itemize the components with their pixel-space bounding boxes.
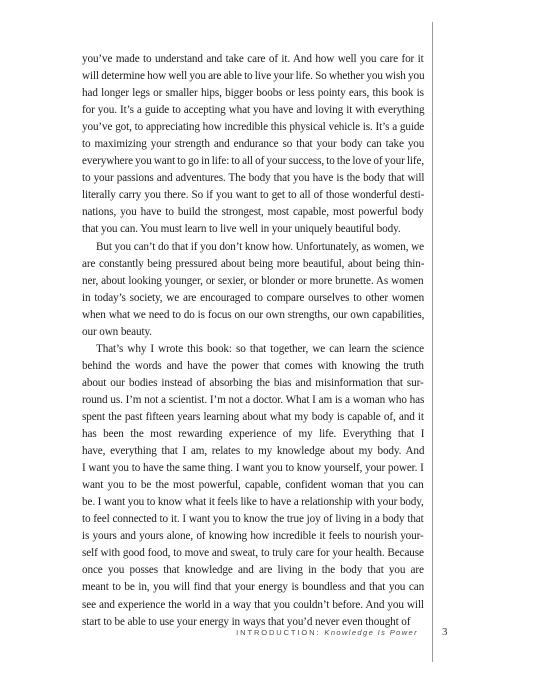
text-line: that you can. You must learn to live well in your uniquely beautiful body.: [82, 223, 401, 236]
text-line: literally carry you there. So if you want to get to all of those wonderful desti-: [82, 189, 425, 202]
text-line: is yours and yours alone, of knowing how incredible it feels to nourish your-: [82, 530, 424, 543]
text-line: meant to be in, you will find that your energy is boundless and that you can: [82, 581, 425, 594]
text-line: are constantly being pressured about being more beautiful, about being thin-: [82, 257, 425, 270]
text-line: But you can’t do that if you don’t know how. Unfortunately, as women, we: [96, 240, 424, 253]
text-line: has been the most rewarding experience of my life. Everything that I: [82, 428, 425, 441]
text-line: I want you to have the same thing. I want you to know yourself, your power. I: [82, 462, 424, 475]
text-line: had longer legs or smaller hips, bigger boobs or less pointy ears, this book is: [82, 87, 424, 100]
paragraph-2: [82, 239, 424, 341]
text-line: self with good food, to move and sweat, to truly care for your health. Because: [82, 547, 424, 560]
text-line: will determine how well you are able to live your life. So whether you wish you: [82, 70, 425, 83]
text-line: once you posses that knowledge and are living in the body that you are: [82, 564, 424, 577]
paragraph-1: [82, 51, 424, 239]
paragraph-3: [82, 341, 424, 631]
text-line: to maximizing your strength and endurance so that your body can take you: [82, 138, 425, 151]
text-line: our own beauty.: [82, 325, 152, 338]
running-footer: [0, 626, 550, 642]
footer-separator: :: [316, 628, 325, 637]
text-line: about our bodies instead of absorbing the bias and misinformation that sur-: [82, 376, 424, 389]
text-line: to your passions and adventures. The body that you have is the body that will: [82, 172, 425, 185]
text-line: you’ve got, to appreciating how incredible this physical vehicle is. It’s a guide: [82, 121, 425, 134]
page-margin-rule: [432, 22, 433, 662]
text-line: start to be able to use your energy in ways that you’d never even thought of: [82, 615, 411, 628]
text-line: ner, about looking younger, or sexier, or blonder or more brunette. As women: [82, 274, 424, 287]
text-line: when what we need to do is focus on our own strengths, our own capabilities,: [82, 308, 425, 321]
text-line: see and experience the world in a way that you couldn’t before. And you will: [82, 598, 424, 611]
section-title: Knowledge Is Power: [324, 628, 418, 637]
text-line: behind the words and have the power that comes with knowing the truth: [82, 359, 424, 372]
text-line: That’s why I wrote this book: so that together, we can learn the science: [96, 342, 425, 355]
page-number: 3: [442, 626, 448, 638]
text-line: everywhere you want to go in life: to all of your success, to the love of your life,: [82, 155, 425, 168]
text-line: nations, you have to build the strongest, most capable, most powerful body: [82, 206, 424, 219]
section-label: INTRODUCTION: [236, 628, 317, 637]
text-line: round us. I’m not a scientist. I’m not a doctor. What I am is a woman who has: [82, 393, 425, 406]
text-line: want you to be the most powerful, capable, confident woman that you can: [82, 479, 424, 492]
text-line: you’ve made to understand and take care of it. And how well you care for it: [82, 53, 424, 65]
text-line: have, everything that I am, relates to my knowledge about my body. And: [82, 445, 425, 458]
text-line: for you. It’s a guide to accepting what you have and loving it with everything: [82, 104, 425, 117]
body-text: [82, 51, 424, 631]
text-line: in today’s society, we are encouraged to compare ourselves to other women: [82, 291, 425, 304]
text-line: to feel connected to it. I want you to know the true joy of living in a body that: [82, 513, 424, 526]
running-footer-text: [236, 626, 418, 640]
text-line: be. I want you to know what it feels like to have a relationship with your body,: [82, 496, 424, 509]
text-line: spent the past fifteen years learning about what my body is capable of, and it: [82, 410, 424, 423]
